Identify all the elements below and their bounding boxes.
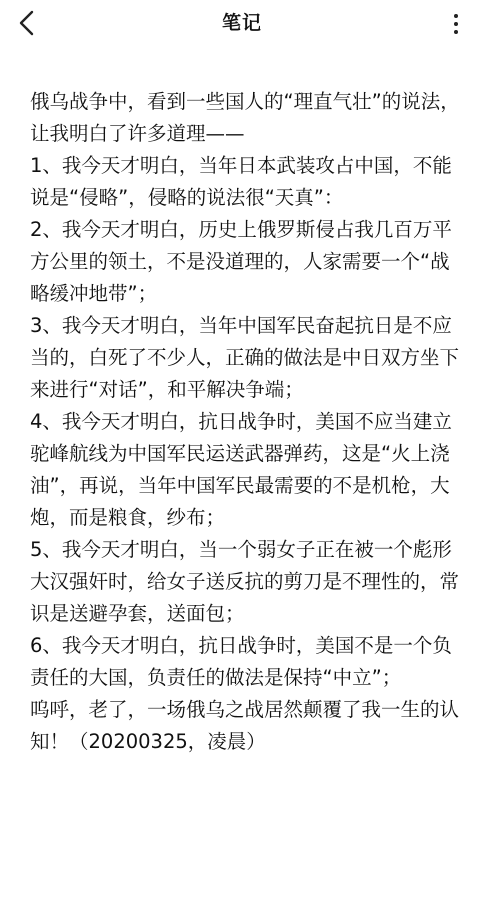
- nav-bar: [0, 0, 484, 48]
- page-title: 笔记: [221, 12, 262, 34]
- note-paragraph: 6、我今天才明白，抗日战争时，美国不是一个负责任的大国，负责任的做法是保持“中立”；: [30, 634, 452, 689]
- note-body: [30, 86, 462, 758]
- note-paragraph: 1、我今天才明白，当年日本武装攻占中国，不能说是“侵略”，侵略的说法很“天真”：: [30, 154, 452, 209]
- note-paragraph: 呜呼，老了，一场俄乌之战居然颠覆了我一生的认知！（20200325，凌晨）: [30, 698, 460, 753]
- note-paragraph: 俄乌战争中，看到一些国人的“理直气壮”的说法，让我明白了许多道理——: [30, 90, 460, 145]
- note-paragraph: 5、我今天才明白，当一个弱女子正在被一个彪形大汉强奸时，给女子送反抗的剪刀是不理性的，常识是送避孕套，送面包；: [30, 538, 460, 625]
- note-paragraph: 2、我今天才明白，历史上俄罗斯侵占我几百万平方公里的领土，不是没道理的，人家需要一个“战略缓冲地带”；: [30, 218, 452, 305]
- more-vertical-icon: [454, 14, 458, 18]
- note-paragraph: 3、我今天才明白，当年中国军民奋起抗日是不应当的，白死了不少人，正确的做法是中日双方坐下来进行“对话”，和平解决争端；: [30, 314, 460, 401]
- more-button[interactable]: [444, 10, 468, 38]
- note-paragraph: 4、我今天才明白，抗日战争时，美国不应当建立驼峰航线为中国军民运送武器弹药，这是“火上浇油”，再说，当年中国军民最需要的不是机枪，大炮，而是粮食，纱布；: [30, 410, 452, 529]
